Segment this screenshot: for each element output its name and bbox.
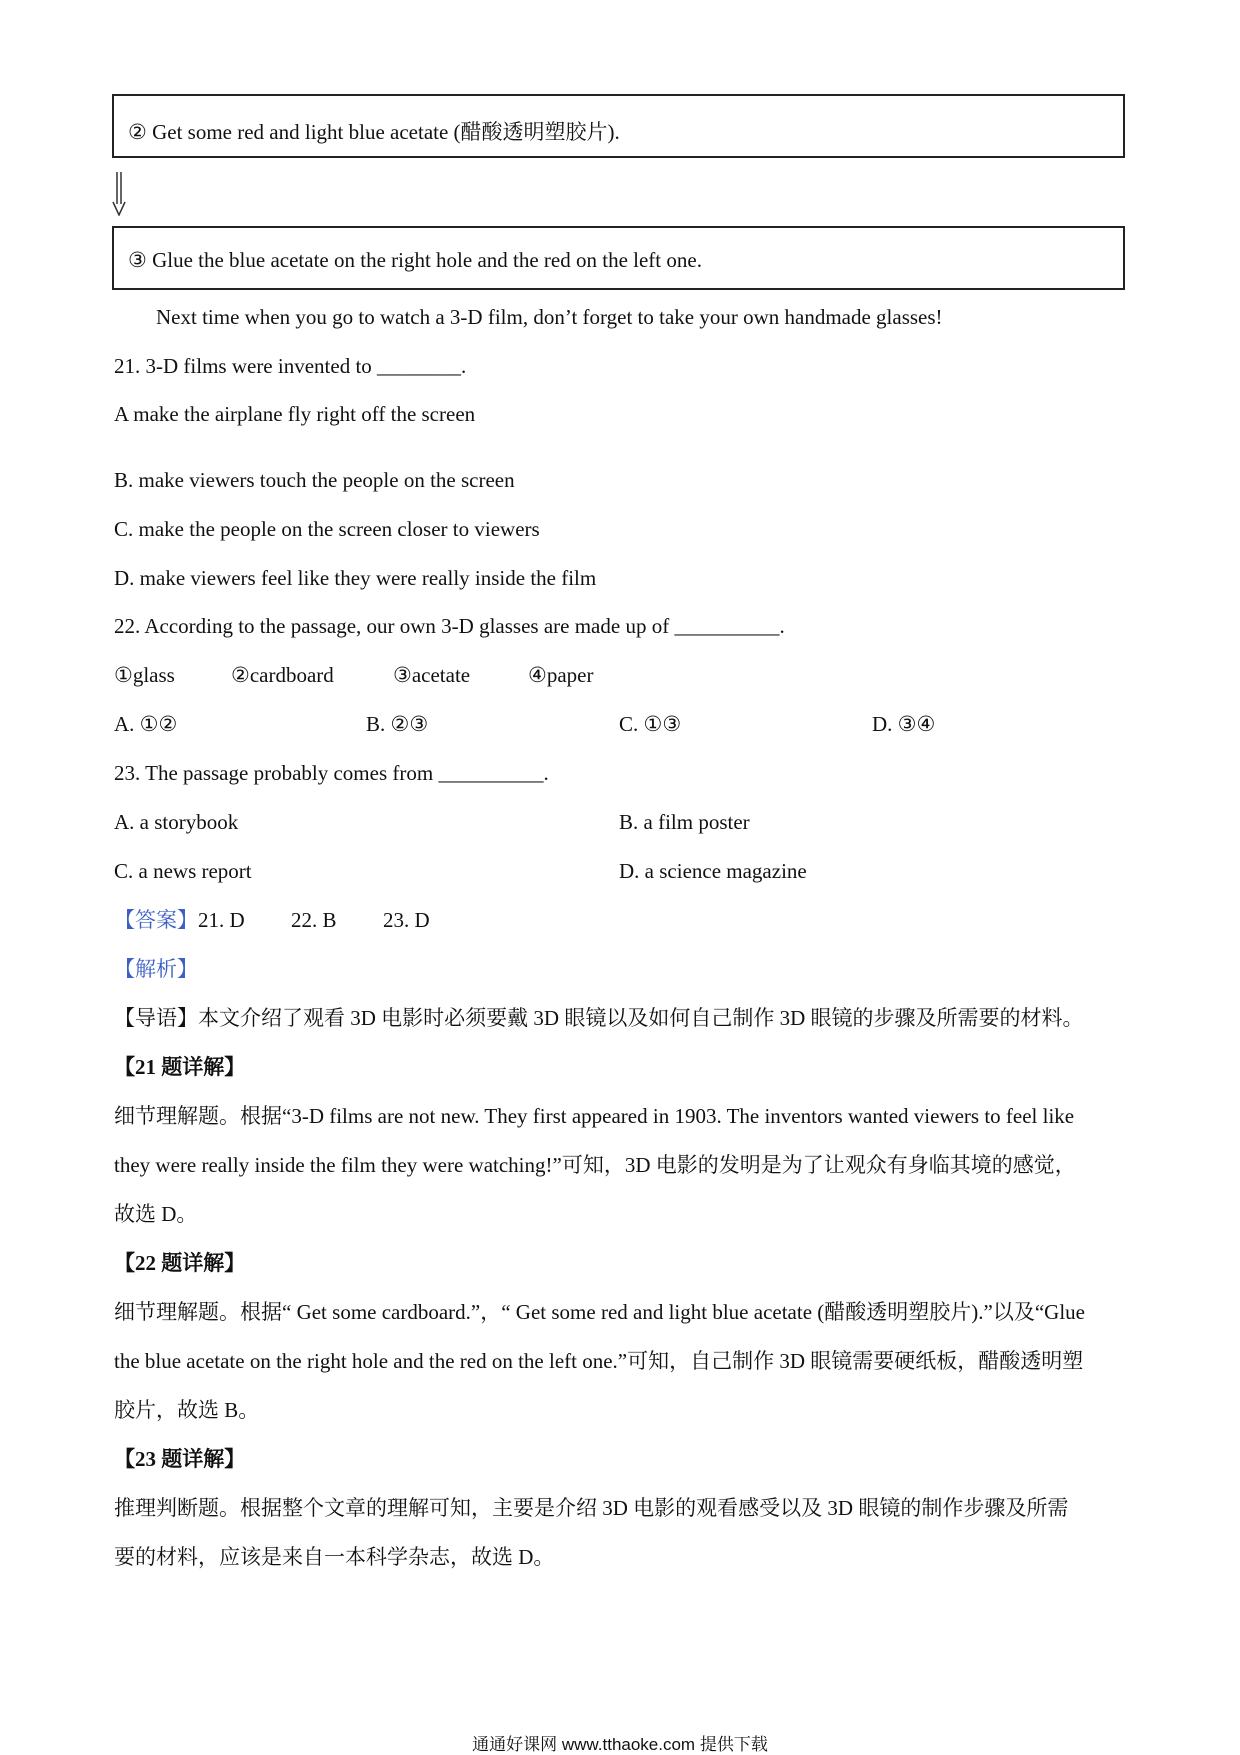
q23-option-c: C. a news report [114, 859, 252, 883]
detail-21-line: 细节理解题。根据“3-D films are not new. They first appeared in 1903. The inventors wanted viewers to feel like [114, 1104, 1075, 1128]
q21-stem: 21. 3-D films were invented to ________. [114, 354, 467, 378]
q22-item: ③acetate [393, 663, 471, 687]
detail-23-heading: 【23 题详解】 [114, 1447, 246, 1471]
q22-item: ④paper [528, 663, 594, 687]
q21-option-c: C. make the people on the screen closer to viewers [114, 517, 540, 541]
q22-stem: 22. According to the passage, our own 3-D glasses are made up of __________. [114, 614, 785, 638]
detail-21-line: they were really inside the film they were watching!”可知，3D 电影的发明是为了让观众有身临其境的感觉， [114, 1153, 1076, 1177]
detail-21-heading: 【21 题详解】 [114, 1055, 246, 1079]
detail-22-line: 胶片，故选 B。 [114, 1398, 260, 1422]
answer-line [114, 908, 430, 933]
analysis-label: 【解析】 [114, 957, 198, 981]
q22-item: ①glass [114, 663, 175, 687]
detail-22-heading: 【22 题详解】 [114, 1251, 246, 1275]
q22-option-c: C. ①③ [619, 712, 682, 736]
q23-stem: 23. The passage probably comes from __________. [114, 761, 549, 785]
q22-item: ②cardboard [231, 663, 334, 687]
answer-22: 22. B [291, 908, 337, 932]
q22-option-a: A. ①② [114, 712, 178, 736]
detail-23-line: 推理判断题。根据整个文章的理解可知，主要是介绍 3D 电影的观看感受以及 3D 眼镜的制作步骤及所需 [114, 1496, 1069, 1520]
closing-sentence: Next time when you go to watch a 3-D film, don’t forget to take your own handmade glasses! [156, 305, 943, 329]
q23-option-d: D. a science magazine [619, 859, 807, 883]
q23-option-b: B. a film poster [619, 810, 750, 834]
q22-option-d: D. ③④ [872, 712, 936, 736]
down-arrow-icon [112, 172, 126, 216]
page-footer: 通通好课网 www.tthaoke.com 提供下载 [472, 1735, 768, 1754]
step2-box [112, 94, 1125, 158]
answer-21: 21. D [198, 908, 245, 932]
step2-text: ② Get some red and light blue acetate (醋酸透明塑胶片). [128, 120, 620, 144]
q22-option-b: B. ②③ [366, 712, 429, 736]
answer-23: 23. D [383, 908, 430, 932]
q21-option-b: B. make viewers touch the people on the screen [114, 468, 515, 492]
step3-box [112, 226, 1125, 290]
detail-22-line: the blue acetate on the right hole and the red on the left one.”可知，自己制作 3D 眼镜需要硬纸板，醋酸透明塑 [114, 1349, 1084, 1373]
step3-text: ③ Glue the blue acetate on the right hole and the red on the left one. [128, 248, 702, 272]
detail-23-line: 要的材料，应该是来自一本科学杂志，故选 D。 [114, 1545, 555, 1569]
q21-option-a: A make the airplane fly right off the screen [114, 402, 476, 426]
q23-option-a: A. a storybook [114, 810, 239, 834]
q21-option-d: D. make viewers feel like they were really inside the film [114, 566, 597, 590]
detail-21-line: 故选 D。 [114, 1202, 198, 1226]
answer-label: 【答案】 [114, 908, 198, 932]
intro-text: 【导语】本文介绍了观看 3D 电影时必须要戴 3D 眼镜以及如何自己制作 3D 眼镜的步骤及所需要的材料。 [114, 1006, 1084, 1030]
detail-22-line: 细节理解题。根据“ Get some cardboard.”，“ Get some red and light blue acetate (醋酸透明塑胶片).”以及“Glue [114, 1300, 1085, 1324]
